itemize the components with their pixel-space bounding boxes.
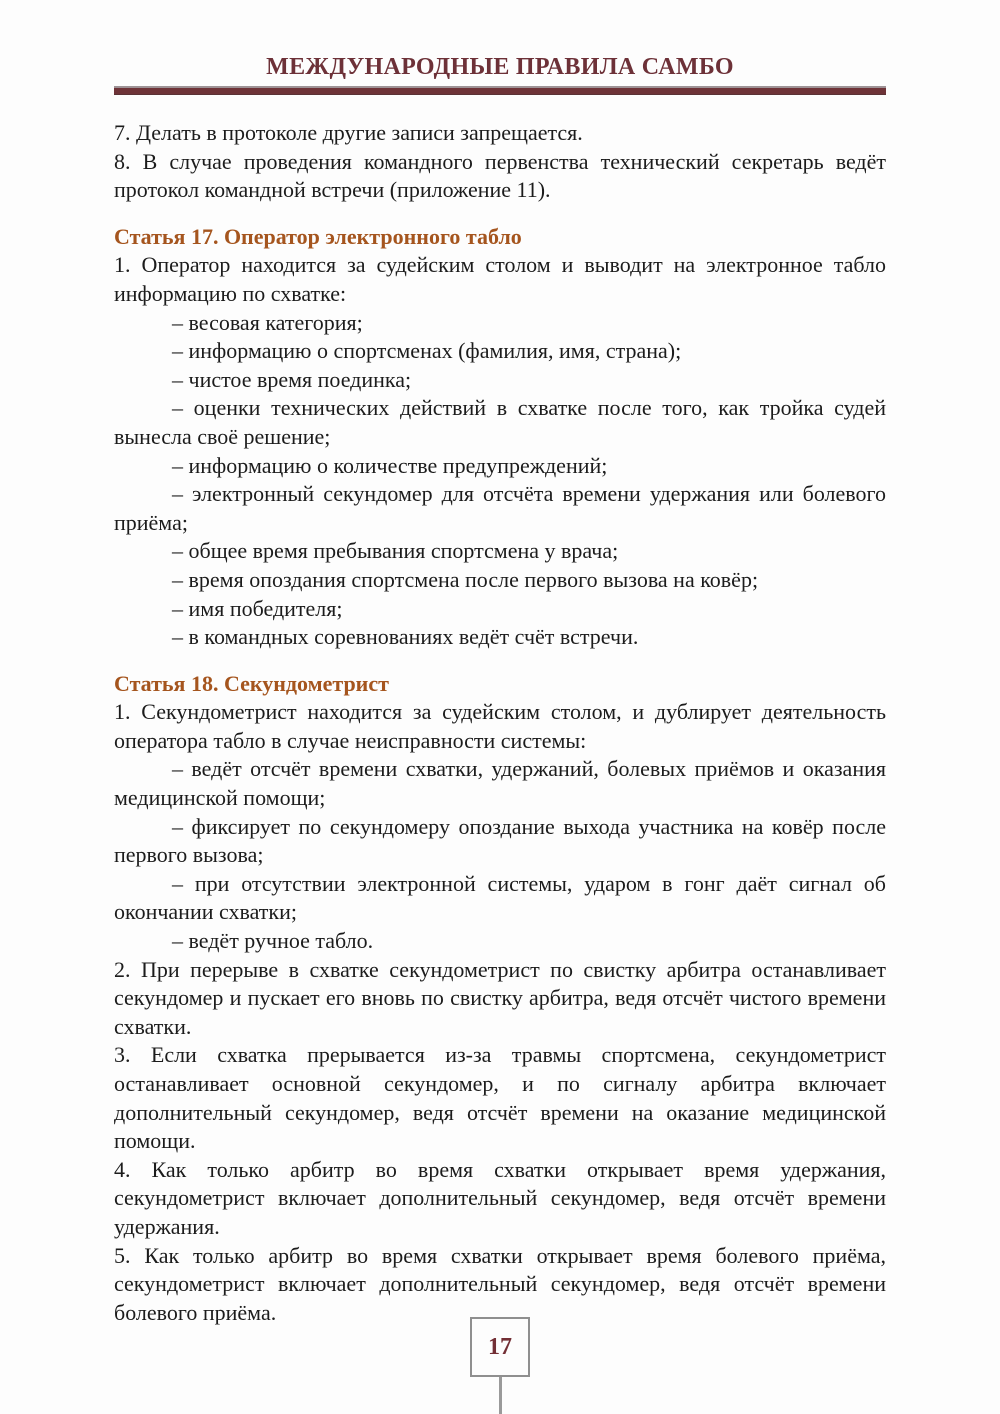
article-17-heading: Статья 17. Оператор электронного табло (114, 223, 522, 249)
list-item: – в командных соревнованиях ведёт счёт встречи. (172, 624, 639, 650)
list-item: – общее время пребывания спортсмена у врача; (172, 538, 619, 564)
paragraph-7: 7. Делать в протоколе другие записи запрещается. (114, 120, 583, 145)
list-item: – время опоздания спортсмена после первого вызова на ковёр; (172, 566, 759, 592)
list-item: – электронный секундомер для отсчёта времени удержания или болевого приёма; (114, 481, 886, 535)
list-item: – информацию о спортсменах (фамилия, имя, страна); (172, 338, 682, 364)
article-18-heading: Статья 18. Секундометрист (114, 670, 389, 696)
paragraph-2: 2. При перерыве в схватке секундометрист по свистку арбитра останавливает секундомер и пускает его вновь по свистку арбитра, ведя отсчёт чистого времени схватки. (114, 956, 886, 1039)
list-item: – имя победителя; (172, 595, 343, 621)
list-item: – информацию о количестве предупреждений; (172, 452, 608, 478)
header-rule (114, 86, 886, 95)
page-number: 17 (488, 1333, 512, 1360)
document-body (114, 119, 886, 1327)
paragraph-4: 4. Как только арбитр во время схватки открывает время удержания, секундометрист включает дополнительный секундомер, ведя отсчёт времени удержания. (114, 1156, 886, 1239)
list-item: – оценки технических действий в схватке после того, как тройка судей вынесла своё решение; (114, 395, 886, 449)
document-title: МЕЖДУНАРОДНЫЕ ПРАВИЛА САМБО (266, 54, 734, 80)
list-item: – при отсутствии электронной системы, ударом в гонг даёт сигнал об окончании схватки; (114, 870, 886, 925)
list-item: – весовая категория; (172, 309, 363, 335)
paragraph-3: 3. Если схватка прерывается из-за травмы спортсмена, секундометрист останавливает основной секундомер, и по сигналу арбитра включает дополнительный секундомер, ведя отсчёт времени на оказание медицинской помощи. (114, 1042, 886, 1154)
paragraph-8: 8. В случае проведения командного первенства технический секретарь ведёт протокол командной встречи (приложение 11). (114, 148, 886, 203)
article-17-intro: 1. Оператор находится за судейским столом и выводит на электронное табло информацию по схватке: (114, 252, 886, 306)
list-item: – чистое время поединка; (172, 366, 412, 392)
article-18-intro: 1. Секундометрист находится за судейским столом, и дублирует деятельность оператора табло в случае неисправности системы: (114, 699, 886, 753)
list-item: – ведёт отсчёт времени схватки, удержаний, болевых приёмов и оказания медицинской помощи; (114, 756, 886, 811)
page-number-box (470, 1317, 530, 1377)
footer-vertical-line (499, 1377, 502, 1414)
page-header (114, 0, 886, 95)
list-item: – фиксирует по секундомеру опоздание выхода участника на ковёр после первого вызова; (114, 813, 886, 868)
paragraph-5: 5. Как только арбитр во время схватки открывает время болевого приёма, секундометрист включает дополнительный секундомер, ведя отсчёт времени болевого приёма. (114, 1242, 886, 1325)
list-item: – ведёт ручное табло. (172, 928, 374, 954)
